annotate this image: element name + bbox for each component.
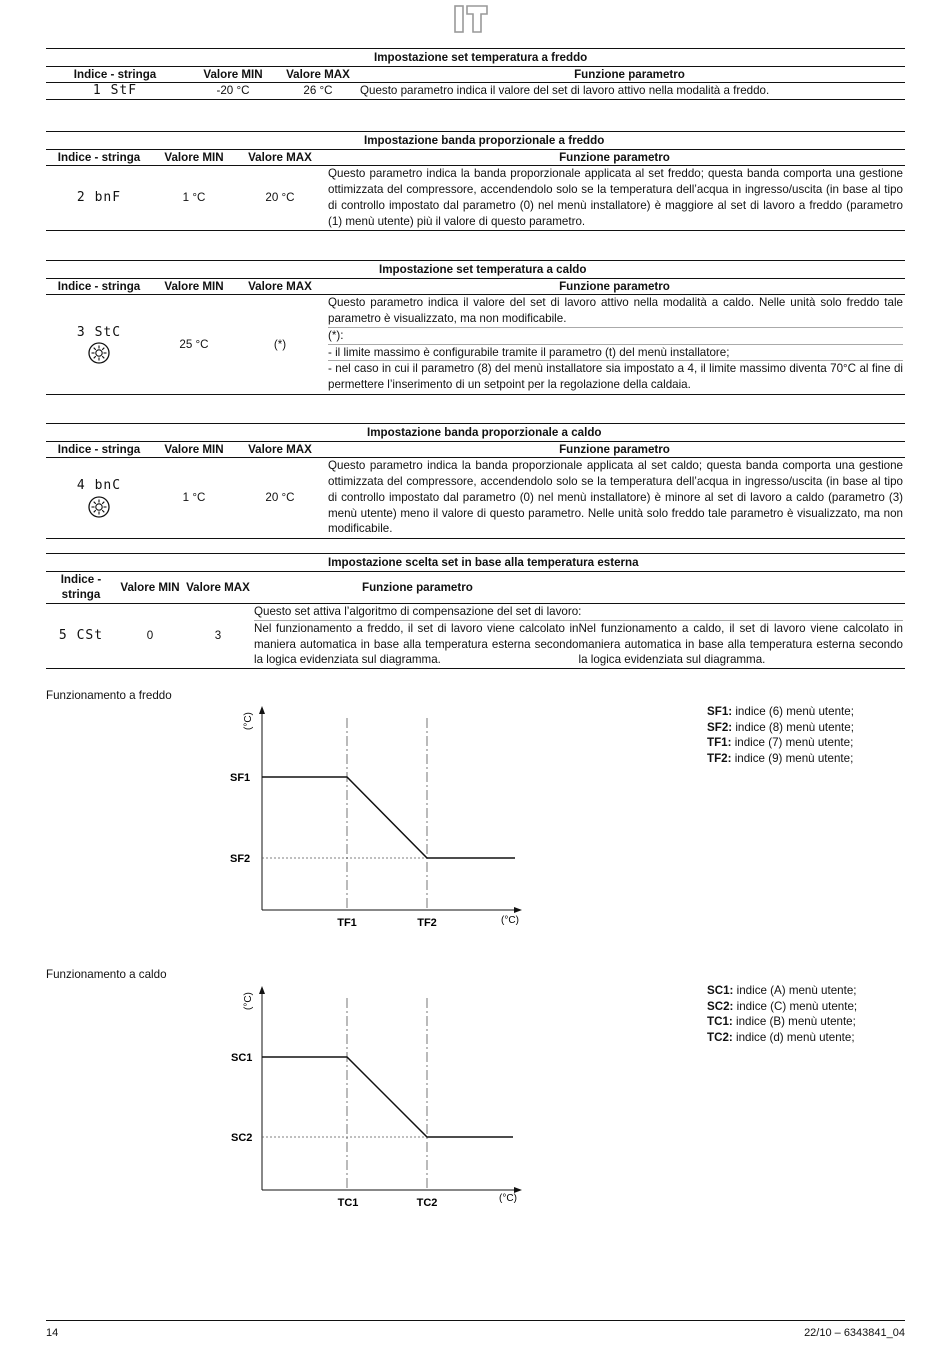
- lcd-index-string: 3 StC: [76, 324, 122, 340]
- col-header-max: Valore MAX: [236, 278, 324, 295]
- value-min: 1 °C: [152, 458, 236, 539]
- col-header-max: Valore MAX: [236, 149, 324, 166]
- col-header-function: Funzione parametro: [252, 571, 905, 603]
- legend-item: TC2: indice (d) menù utente;: [707, 1031, 855, 1045]
- description-hot: Nel funzionamento a caldo, il set di lavoro viene calcolato in maniera automatica in base alla temperatura esterna secondo la logica evidenziata sul diagramma.: [578, 621, 903, 667]
- col-header-index: Indice - stringa: [46, 149, 152, 166]
- table-title: Impostazione scelta set in base alla temperatura esterna: [252, 554, 905, 572]
- function-description: Questo parametro indica il valore del set di lavoro attivo nella modalità a freddo.: [354, 83, 905, 100]
- y-label-sc1: SC1: [231, 1052, 253, 1064]
- value-max: 20 °C: [236, 166, 324, 231]
- legend-hot: [707, 983, 857, 1046]
- lcd-index-string: 2 bnF: [76, 190, 122, 206]
- y-axis-arrow: [259, 706, 265, 714]
- value-max: 20 °C: [236, 458, 324, 539]
- function-description: Questo parametro indica la banda proporzionale applicata al set caldo; questa banda comporta una gestione ottimizzata del compressore, accendendolo solo se la temperatura dell’acqua in ingresso/uscita (in base al tipo di controllo impostato dal parametro (0) nel menù installatore) è minore al set di lavoro a caldo (parametro (3) menù utente) meno il valore di questo parametro. Nelle unità solo freddo tale parametro è visualizzato, ma non modificabile.: [324, 458, 905, 539]
- legend-item: SC2: indice (C) menù utente;: [707, 999, 858, 1013]
- table-title: Impostazione banda proporzionale a caldo: [324, 424, 905, 442]
- value-max: 26 °C: [282, 83, 354, 100]
- value-min: 25 °C: [152, 295, 236, 394]
- y-label-sf2: SF2: [230, 853, 251, 865]
- diagram-title-hot: Funzionamento a caldo: [46, 968, 167, 981]
- language-badge-it: [453, 4, 489, 34]
- function-description: Questo parametro indica la banda proporzionale applicata al set freddo; questa banda comporta una gestione ottimizzata del compressore, accendendolo solo se la temperatura dell’acqua in ingresso/uscita (in base al tipo di controllo impostato dal parametro (0) nel menù installatore) è maggiore al set di lavoro a freddo (parametro (1) menù utente) più il valore di questo parametro.: [324, 166, 905, 231]
- table-banda-freddo: [46, 131, 905, 231]
- sun-icon: [88, 496, 110, 518]
- legend-cold: [707, 704, 854, 767]
- col-header-max: Valore MAX: [184, 571, 252, 603]
- col-header-min: Valore MIN: [152, 278, 236, 295]
- value-min: -20 °C: [184, 83, 282, 100]
- x-label-tf1: TF1: [337, 917, 357, 929]
- lcd-index-string: 1 StF: [92, 83, 138, 99]
- function-description: [252, 604, 905, 669]
- col-header-min: Valore MIN: [152, 149, 236, 166]
- col-header-function: Funzione parametro: [324, 278, 905, 295]
- legend-item: TF2: indice (9) menù utente;: [707, 752, 854, 766]
- x-label-tc2: TC2: [416, 1197, 438, 1209]
- col-header-function: Funzione parametro: [324, 149, 905, 166]
- y-axis-arrow: [259, 986, 265, 994]
- col-header-index: Indice - stringa: [46, 571, 116, 603]
- col-header-max: Valore MAX: [236, 441, 324, 458]
- col-header-index: Indice - stringa: [46, 66, 184, 83]
- table-set-freddo: [46, 48, 905, 100]
- value-min: 1 °C: [152, 166, 236, 231]
- lcd-index-string: 4 bnC: [76, 478, 122, 494]
- value-max: 3: [184, 604, 252, 669]
- function-description: [324, 295, 905, 394]
- description-line: - nel caso in cui il parametro (8) del menù installatore sia impostato a 4, il limite massimo diventa 70°C al fine di permettere l’inserimento di un setpoint per la regolazione della caldaia.: [328, 362, 903, 391]
- y-label-sf1: SF1: [230, 772, 251, 784]
- value-min: 0: [116, 604, 184, 669]
- footer-divider: [46, 1320, 905, 1321]
- y-unit-label: (°C): [243, 992, 254, 1010]
- y-label-sc2: SC2: [231, 1132, 253, 1144]
- description-line: - il limite massimo è configurabile tramite il parametro (t) del menù installatore;: [328, 345, 903, 362]
- col-header-index: Indice - stringa: [46, 441, 152, 458]
- x-axis-arrow: [514, 907, 522, 913]
- sun-icon: [88, 342, 110, 364]
- table-banda-caldo: [46, 423, 905, 539]
- description-cold: Nel funzionamento a freddo, il set di lavoro viene calcolato in maniera automatica in base alla temperatura esterna secondo la logica evidenziata sul diagramma.: [254, 621, 579, 667]
- x-unit-label: (°C): [499, 1193, 517, 1204]
- x-label-tc1: TC1: [337, 1197, 359, 1209]
- table-title: Impostazione set temperatura a freddo: [354, 49, 905, 67]
- col-header-index: Indice - stringa: [46, 278, 152, 295]
- legend-item: SF2: indice (8) menù utente;: [707, 720, 854, 734]
- col-header-min: Valore MIN: [184, 66, 282, 83]
- legend-item: TC1: indice (B) menù utente;: [707, 1015, 856, 1029]
- value-max: (*): [236, 295, 324, 394]
- set-curve: [262, 1057, 513, 1137]
- x-label-tf2: TF2: [417, 917, 437, 929]
- set-curve: [262, 777, 515, 858]
- chart-cold: [220, 700, 540, 940]
- col-header-max: Valore MAX: [282, 66, 354, 83]
- description-intro: Questo set attiva l’algoritmo di compensazione del set di lavoro:: [254, 604, 903, 621]
- col-header-min: Valore MIN: [116, 571, 184, 603]
- y-unit-label: (°C): [243, 712, 254, 730]
- description-line: Questo parametro indica il valore del set di lavoro attivo nella modalità a caldo. Nelle unità solo freddo tale parametro è visualizzato, ma non modificabile.: [328, 295, 903, 327]
- document-code: 22/10 – 6343841_04: [804, 1327, 905, 1339]
- col-header-function: Funzione parametro: [324, 441, 905, 458]
- page-number: 14: [46, 1327, 59, 1339]
- legend-item: SF1: indice (6) menù utente;: [707, 705, 854, 718]
- lcd-index-string: 5 CSt: [58, 628, 104, 644]
- col-header-function: Funzione parametro: [354, 66, 905, 83]
- diagram-title-cold: Funzionamento a freddo: [46, 689, 172, 702]
- description-line: (*):: [328, 328, 903, 345]
- legend-item: SC1: indice (A) menù utente;: [707, 984, 857, 997]
- table-title: Impostazione banda proporzionale a freddo: [324, 132, 905, 150]
- x-unit-label: (°C): [501, 915, 519, 926]
- legend-item: TF1: indice (7) menù utente;: [707, 736, 854, 750]
- chart-hot: [220, 980, 540, 1220]
- col-header-min: Valore MIN: [152, 441, 236, 458]
- table-set-temperatura-esterna: [46, 553, 905, 669]
- table-set-caldo: [46, 260, 905, 395]
- table-title: Impostazione set temperatura a caldo: [324, 261, 905, 279]
